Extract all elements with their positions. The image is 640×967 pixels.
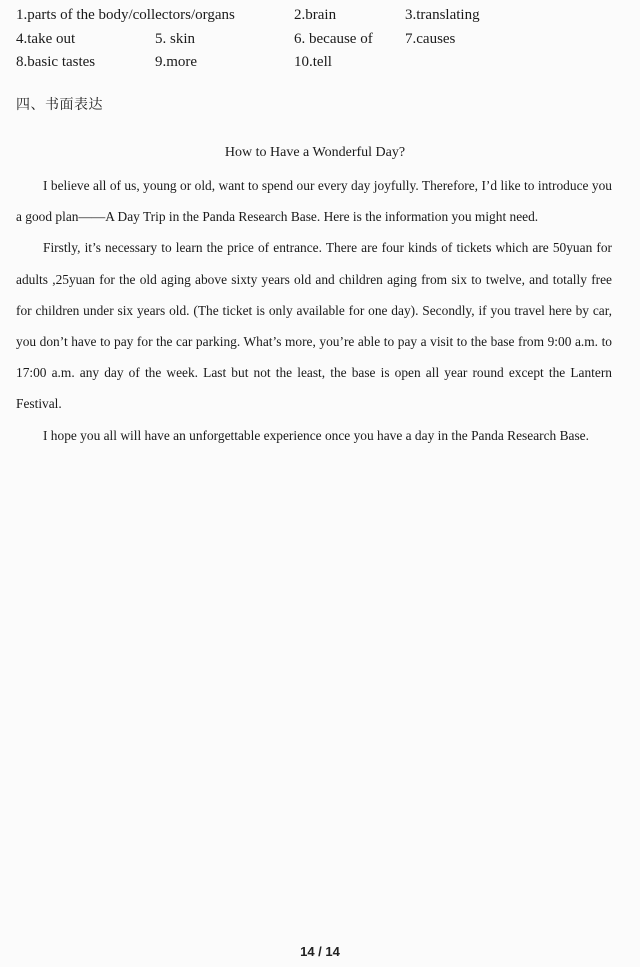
answer-row (16, 51, 616, 75)
answer-item: 10.tell (294, 54, 332, 70)
answer-row (16, 4, 616, 28)
essay-title: How to Have a Wonderful Day? (224, 145, 406, 160)
essay-paragraph: I believe all of us, young or old, want to spend our every day joyfully. Therefore, I’d like to introduce you a good plan——A Day Trip in the Panda Research Base. Here is the information you might need. (16, 178, 612, 225)
essay-body (16, 170, 612, 451)
answer-item: 5. skin (155, 30, 196, 47)
section-heading: 四、书面表达 (16, 97, 103, 113)
answer-item: 6. because of (294, 30, 373, 47)
answer-item: 9.more (155, 54, 198, 70)
answer-item: 4.take out (16, 30, 76, 47)
answer-item: 1.parts of the body/collectors/organs (16, 7, 235, 23)
answer-item: 3.translating (405, 7, 480, 23)
answer-item: 8.basic tastes (16, 54, 96, 70)
page-number: 14 / 14 (300, 944, 340, 959)
answer-item: 7.causes (405, 30, 456, 47)
answer-item: 2.brain (294, 7, 337, 23)
essay-paragraph: I hope you all will have an unforgettable experience once you have a day in the Panda Research Base. (43, 427, 589, 443)
answer-key (16, 4, 616, 75)
essay-paragraph: Firstly, it’s necessary to learn the price of entrance. There are four kinds of tickets which are 50yuan for adults ,25yuan for the old aging above sixty years old and children aging from six to twelve, and totally free for children under six years old. (The ticket is only available for one day). Secondly, if you travel here by car, you don’t have to pay for the car parking. What’s more, you’re able to pay a visit to the base from 9:00 a.m. to 17:00 a.m. any day of the week. Last but not the least, the base is open all year round except the Lantern Festival. (16, 240, 612, 412)
answer-row (16, 28, 616, 52)
